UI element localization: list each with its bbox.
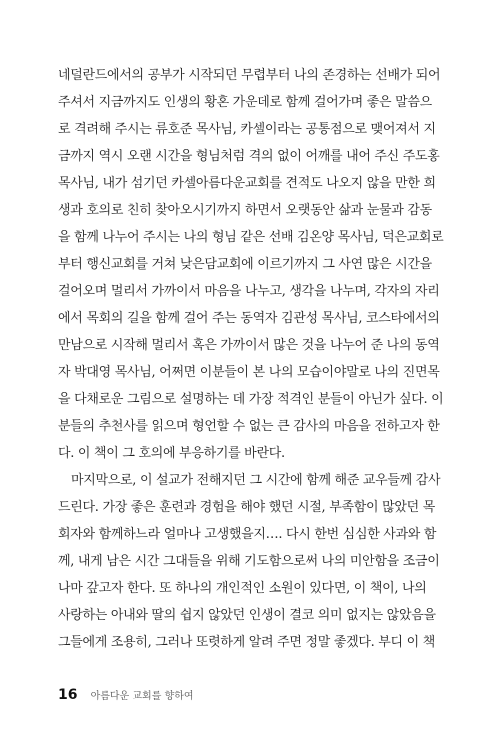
page-footer [58,684,194,703]
text-line: 드린다. 가장 좋은 훈련과 경험을 해야 했던 시절, 부족함이 많았던 목 [58,500,435,515]
text-line: 회자와 함께하느라 얼마나 고생했을지…. 다시 한번 심심한 사과와 함 [58,527,437,542]
text-line: 분들의 추천사를 읽으며 형언할 수 없는 큰 감사의 마음을 전하고자 한 [58,419,440,434]
text-line: 다. 이 책이 그 호의에 부응하기를 바란다. [58,446,285,461]
running-title: 아름다운 교회를 향하여 [90,691,194,702]
page-number: 16 [58,687,78,703]
text-line: 목사님, 내가 섬기던 카셀아름다운교회를 견적도 나오지 않을 만한 희 [58,176,436,191]
text-line: 부터 행신교회를 거쳐 낮은담교회에 이르기까지 그 사연 많은 시간을 [58,257,432,272]
text-line: 을 함께 나누어 주시는 나의 형님 같은 선배 김온양 목사님, 덕은교회로 [58,230,444,245]
text-line: 로 격려해 주시는 류호준 목사님, 카셀이라는 공통점으로 맺어져서 지 [58,122,436,137]
text-line: 나마 갚고자 한다. 또 하나의 개인적인 소원이 있다면, 이 책이, 나의 [58,581,427,596]
text-line: 만남으로 시작해 멀리서 혹은 가까이서 많은 것을 나누어 준 나의 동역 [58,338,440,353]
text-line: 사랑하는 아내와 딸의 쉽지 않았던 인생이 결코 의미 없지는 않았음을 [58,608,436,623]
text-line: 그들에게 조용히, 그러나 또렷하게 알려 주면 정말 좋겠다. 부디 이 책 [58,635,435,650]
body-text [58,62,450,656]
text-line: 금까지 역시 오랜 시간을 형님처럼 격의 없이 어깨를 내어 주신 주도홍 [58,149,440,164]
text-line: 마지막으로, 이 설교가 전해지던 그 시간에 함께 해준 교우들께 감사 [71,473,441,488]
text-line: 생과 호의로 친히 찾아오시기까지 하면서 오랫동안 삶과 눈물과 감동 [58,203,432,218]
text-line: 께, 내게 남은 시간 그대들을 위해 기도함으로써 나의 미안함을 조금이 [58,554,440,569]
text-line: 네덜란드에서의 공부가 시작되던 무렵부터 나의 존경하는 선배가 되어 [58,68,441,83]
text-line: 주셔서 지금까지도 인생의 황혼 가운데로 함께 걸어가며 좋은 말씀으 [58,95,432,110]
text-line: 자 박대영 목사님, 어쩌면 이분들이 본 나의 모습이야말로 나의 진면목 [58,365,440,380]
text-line: 을 다채로운 그림으로 설명하는 데 가장 적격인 분들이 아닌가 싶다. 이 [58,392,444,407]
text-line: 걸어오며 멀리서 가까이서 마음을 나누고, 생각을 나누며, 각자의 자리 [58,284,440,299]
text-line: 에서 목회의 길을 함께 걸어 주는 동역자 김관성 목사님, 코스타에서의 [58,311,440,326]
